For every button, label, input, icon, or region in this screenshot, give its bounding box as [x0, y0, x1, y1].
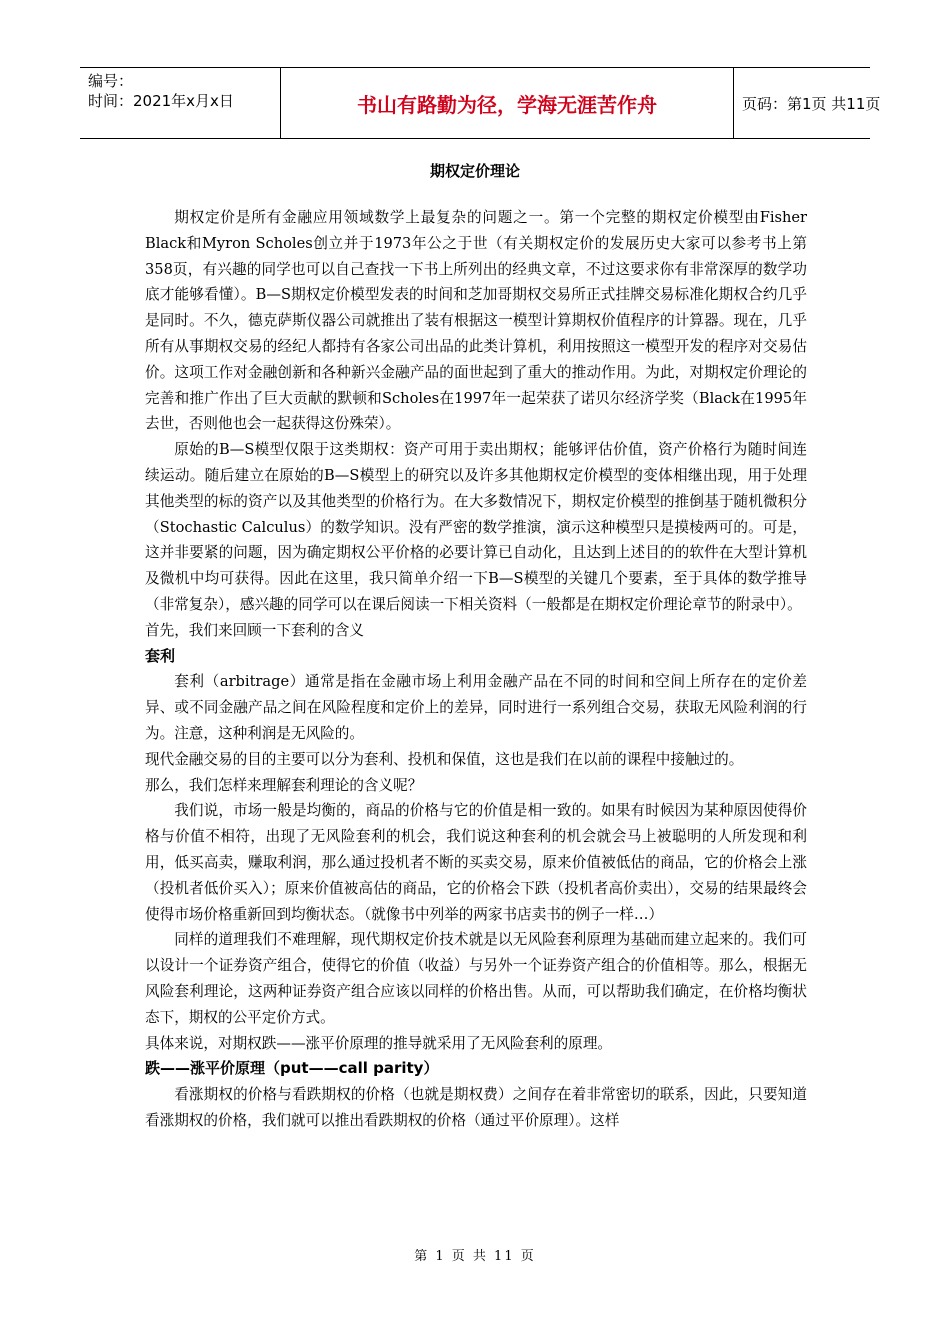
- page-header: [80, 67, 881, 139]
- header-meta: [88, 71, 280, 111]
- paragraph: 具体来说，对期权跌——涨平价原理的推导就采用了无风险套利的原理。: [145, 1034, 613, 1052]
- paragraph: 首先，我们来回顾一下套利的含义: [145, 621, 364, 639]
- number-label: 编号：: [88, 72, 134, 90]
- section-heading: 跌——涨平价原理（put——call parity）: [145, 1059, 439, 1078]
- document-body: [145, 205, 807, 1134]
- paragraph: 套利（arbitrage）通常是指在金融市场上利用金融产品在不同的时间和空间上所存在的定价差异、或不同金融产品之间在风险程度和定价上的差异，同时进行一系列组合交易，获取无风险利润的行为。注意，这种利润是无风险的。: [145, 673, 807, 742]
- document-title: 期权定价理论: [429, 162, 520, 180]
- header-divider: [733, 68, 734, 138]
- header-page-info: 页码：第1页 共11页: [742, 94, 881, 113]
- paragraph: 同样的道理我们不难理解，现代期权定价技术就是以无风险套利原理为基础而建立起来的。我们可以设计一个证券资产组合，使得它的价值（收益）与另外一个证券资产组合的价值相等。那么，根据无风险套利理论，这两种证券资产组合应该以同样的价格出售。从而，可以帮助我们确定，在价格均衡状态下，期权的公平定价方式。: [145, 931, 807, 1026]
- paragraph: 原始的B—S模型仅限于这类期权：资产可用于卖出期权；能够评估价值，资产价格行为随时间连续运动。随后建立在原始的B—S模型上的研究以及许多其他期权定价模型的变体相继出现，用于处理其他类型的标的资产以及其他类型的价格行为。在大多数情况下，期权定价模型的推倒基于随机微积分（Stochastic Calculus）的数学知识。没有严密的数学推演，演示这种模型只是摸棱两可的。可是，这并非要紧的问题，因为确定期权公平价格的必要计算已自动化，且达到上述目的的软件在大型计算机及微机中均可获得。因此在这里，我只简单介绍一下B—S模型的关键几个要素，至于具体的数学推导（非常复杂），感兴趣的同学可以在课后阅读一下相关资料（一般都是在期权定价理论章节的附录中）。: [145, 441, 807, 613]
- paragraph: 我们说，市场一般是均衡的，商品的价格与它的价值是相一致的。如果有时候因为某种原因使得价格与价值不相符，出现了无风险套利的机会，我们说这种套利的机会就会马上被聪明的人所发现和利用，低买高卖，赚取利润，那么通过投机者不断的买卖交易，原来价值被低估的商品，它的价格会上涨（投机者低价买入）；原来价值被高估的商品，它的价格会下跌（投机者高价卖出），交易的结果最终会使得市场价格重新回到均衡状态。（就像书中列举的两家书店卖书的例子一样…）: [145, 802, 807, 923]
- paragraph: 看涨期权的价格与看跌期权的价格（也就是期权费）之间存在着非常密切的联系，因此，只要知道看涨期权的价格，我们就可以推出看跌期权的价格（通过平价原理）。这样: [145, 1086, 807, 1129]
- paragraph: 那么，我们怎样来理解套利理论的含义呢？: [145, 776, 423, 794]
- section-heading: 套利: [145, 646, 176, 665]
- paragraph: 期权定价是所有金融应用领域数学上最复杂的问题之一。第一个完整的期权定价模型由Fisher Black和Myron Scholes创立并于1973年公之于世（有关期权定价的发展历史大家可以参考书上第358页，有兴趣的同学也可以自己查找一下书上所列出的经典文章，不过这要求你有非常深厚的数学功底才能够看懂）。B—S期权定价模型发表的时间和芝加哥期权交易所正式挂牌交易标准化期权合约几乎是同时。不久，德克萨斯仪器公司就推出了装有根据这一模型计算期权价值程序的计算器。现在，几乎所有从事期权交易的经纪人都持有各家公司出品的此类计算机，利用按照这一模型开发的程序对交易估价。这项工作对金融创新和各种新兴金融产品的面世起到了重大的推动作用。为此，对期权定价理论的完善和推广作出了巨大贡献的默顿和Scholes在1997年一起荣获了诺贝尔经济学奖（Black在1995年去世，否则他也会一起获得这份殊荣）。: [145, 209, 807, 433]
- header-motto: 书山有路勤为径，学海无涯苦作舟: [357, 92, 657, 117]
- page-footer: 第 1 页 共 11 页: [414, 1249, 536, 1264]
- paragraph: 现代金融交易的目的主要可以分为套利、投机和保值，这也是我们在以前的课程中接触过的。: [145, 750, 744, 768]
- date-label: 时间：2021年x月x日: [88, 92, 234, 110]
